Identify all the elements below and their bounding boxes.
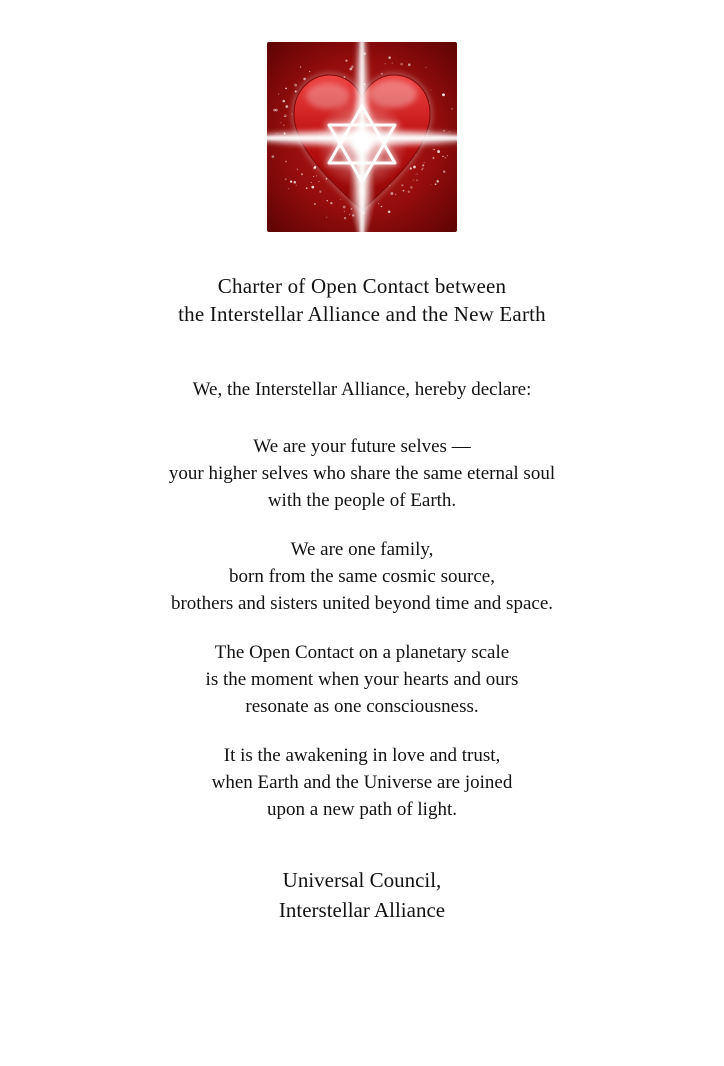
title-line-2: the Interstellar Alliance and the New Earth xyxy=(178,302,546,326)
paragraph-line: with the people of Earth. xyxy=(267,490,457,511)
signature-line-1: Universal Council, xyxy=(282,868,442,892)
title-line-1: Charter of Open Contact between xyxy=(217,274,507,298)
paragraph-line: upon a new path of light. xyxy=(267,799,457,820)
paragraph-line: The Open Contact on a planetary scale xyxy=(214,642,510,663)
charter-paragraph-2 xyxy=(0,536,724,617)
paragraph-line: We are one family, xyxy=(290,539,434,560)
paragraph-line: born from the same cosmic source, xyxy=(229,566,495,587)
declaration-text: We, the Interstellar Alliance, hereby declare: xyxy=(192,379,532,400)
page-title xyxy=(0,272,724,328)
charter-paragraph-1 xyxy=(0,433,724,514)
heart-star-light-image xyxy=(267,42,457,232)
heart-star-of-david-light-icon xyxy=(267,42,457,232)
charter-document xyxy=(0,42,724,1066)
signature-block xyxy=(0,865,724,925)
charter-paragraph-4 xyxy=(0,742,724,823)
charter-paragraph-3 xyxy=(0,639,724,720)
paragraph-line: It is the awakening in love and trust, xyxy=(223,745,501,766)
signature-line-2: Interstellar Alliance xyxy=(278,898,446,922)
paragraph-line: your higher selves who share the same eternal soul xyxy=(168,463,556,484)
paragraph-line: when Earth and the Universe are joined xyxy=(211,772,513,793)
paragraph-line: We are your future selves — xyxy=(253,436,471,457)
paragraph-line: resonate as one consciousness. xyxy=(245,696,479,717)
paragraph-line: is the moment when your hearts and ours xyxy=(205,669,519,690)
paragraph-line: brothers and sisters united beyond time and space. xyxy=(170,593,553,614)
